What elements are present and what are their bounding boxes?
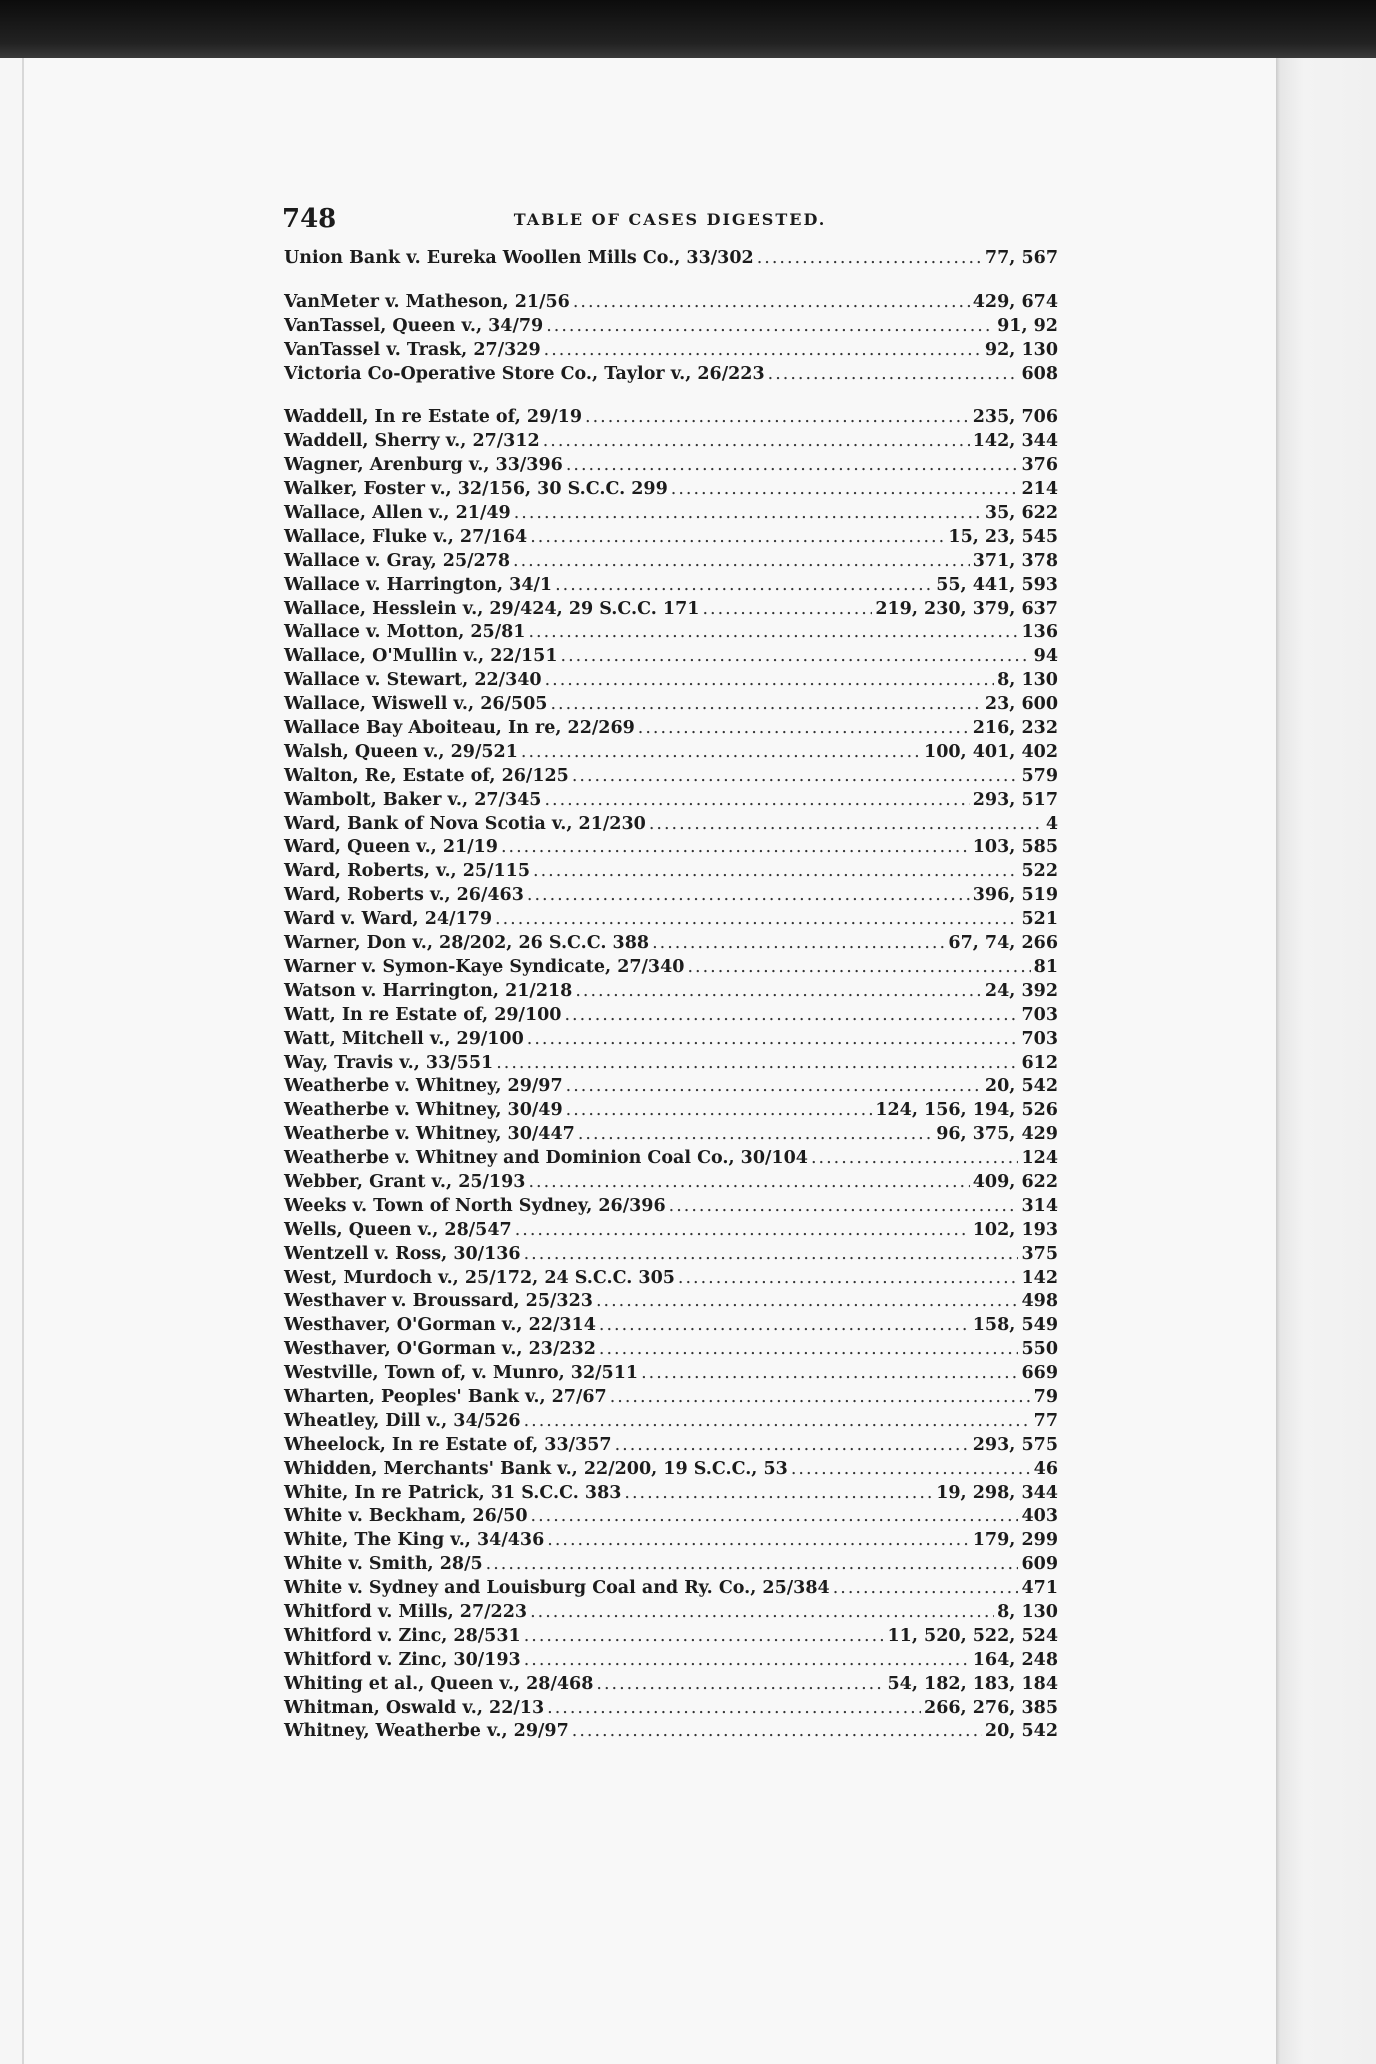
case-entry xyxy=(284,718,1058,742)
page-references: 8, 130 xyxy=(997,670,1058,691)
dot-leader xyxy=(547,1530,969,1550)
case-entry xyxy=(284,1554,1058,1578)
dot-leader xyxy=(533,861,1018,881)
case-name: Wagner, Arenburg v., 33/396 xyxy=(284,455,563,476)
case-name: VanTassel v. Trask, 27/329 xyxy=(284,339,541,360)
case-entry xyxy=(284,742,1058,766)
case-entry xyxy=(284,1339,1058,1363)
page-references: 142, 344 xyxy=(972,431,1058,452)
page-references: 293, 575 xyxy=(972,1434,1058,1455)
case-entry xyxy=(284,885,1058,909)
page-references: 4 xyxy=(1045,813,1058,834)
page-references: 79 xyxy=(1033,1386,1058,1407)
dot-leader xyxy=(566,1076,982,1096)
case-name: Wharten, Peoples' Bank v., 27/67 xyxy=(284,1386,607,1407)
case-name: Whitford v. Zinc, 30/193 xyxy=(284,1649,521,1670)
case-name: Wentzell v. Ross, 30/136 xyxy=(284,1243,521,1264)
case-name: Weeks v. Town of North Sydney, 26/396 xyxy=(284,1195,666,1216)
running-title: TABLE OF CASES DIGESTED. xyxy=(513,210,827,229)
dot-leader xyxy=(545,670,994,690)
page-references: 214 xyxy=(1021,479,1058,500)
page-references: 521 xyxy=(1021,909,1058,930)
case-name: White v. Sydney and Louisburg Coal and Ry. Co., 25/384 xyxy=(284,1578,830,1599)
case-entry xyxy=(284,1363,1058,1387)
case-entry xyxy=(284,479,1058,503)
page-references: 396, 519 xyxy=(972,885,1058,906)
case-entry xyxy=(284,316,1058,340)
case-entry xyxy=(284,431,1058,455)
case-name: Wambolt, Baker v., 27/345 xyxy=(284,789,542,810)
case-name: Watt, In re Estate of, 29/100 xyxy=(284,1004,562,1025)
case-entry xyxy=(284,1268,1058,1292)
page-references: 136 xyxy=(1021,622,1058,643)
case-entry xyxy=(284,1148,1058,1172)
case-entry xyxy=(284,1721,1058,1745)
case-name: Walker, Foster v., 32/156, 30 S.C.C. 299 xyxy=(284,479,668,500)
dot-leader xyxy=(757,248,982,268)
case-entry xyxy=(284,1100,1058,1124)
case-entry xyxy=(284,909,1058,933)
case-name: Waddell, In re Estate of, 29/19 xyxy=(284,407,583,428)
page-references: 77, 567 xyxy=(984,248,1058,268)
page-references: 266, 276, 385 xyxy=(924,1697,1058,1718)
case-name: Whitford v. Zinc, 28/531 xyxy=(284,1625,521,1646)
case-entry xyxy=(284,364,1058,388)
case-entry xyxy=(284,1005,1058,1029)
page-references: 55, 441, 593 xyxy=(936,574,1058,595)
case-name: Westhaver, O'Gorman v., 23/232 xyxy=(284,1339,596,1360)
dot-leader xyxy=(514,503,982,523)
dot-leader xyxy=(833,1578,1019,1598)
case-name: Wallace, O'Mullin v., 22/151 xyxy=(284,646,558,667)
page-references: 100, 401, 402 xyxy=(924,741,1058,762)
page-references: 429, 674 xyxy=(972,291,1058,312)
case-entry xyxy=(284,1650,1058,1674)
page-references: 235, 706 xyxy=(972,407,1058,428)
case-entry xyxy=(284,1506,1058,1530)
case-table xyxy=(284,248,1058,1765)
dot-leader xyxy=(524,1411,1031,1431)
case-entry xyxy=(284,1172,1058,1196)
page-references: 142 xyxy=(1021,1267,1058,1288)
case-name: Ward v. Ward, 24/179 xyxy=(284,909,493,930)
case-entry xyxy=(284,1483,1058,1507)
dot-leader xyxy=(615,1435,970,1455)
case-name: Whidden, Merchants' Bank v., 22/200, 19 S.C.C., 53 xyxy=(284,1458,788,1479)
case-entry xyxy=(284,599,1058,623)
page-references: 371, 378 xyxy=(972,550,1058,571)
case-entry xyxy=(284,933,1058,957)
page-references: 703 xyxy=(1021,1028,1058,1049)
case-entry xyxy=(284,1291,1058,1315)
entry-group xyxy=(284,248,1058,272)
dot-leader xyxy=(572,1721,982,1741)
entry-group xyxy=(284,407,1058,1745)
dot-leader xyxy=(524,1650,970,1670)
case-entry xyxy=(284,1602,1058,1626)
case-name: Westville, Town of, v. Munro, 32/511 xyxy=(284,1363,639,1384)
dot-leader xyxy=(515,1220,970,1240)
page-references: 219, 230, 379, 637 xyxy=(875,598,1058,619)
page-references: 124 xyxy=(1021,1148,1058,1169)
case-entry xyxy=(284,1674,1058,1698)
page-header xyxy=(282,202,1058,236)
case-entry xyxy=(284,1076,1058,1100)
page-references: 314 xyxy=(1021,1195,1058,1216)
dot-leader xyxy=(528,1172,969,1192)
case-entry xyxy=(284,1244,1058,1268)
case-name: Walton, Re, Estate of, 26/125 xyxy=(284,765,569,786)
case-name: Wallace v. Gray, 25/278 xyxy=(284,550,511,571)
case-entry xyxy=(284,694,1058,718)
case-name: Wheelock, In re Estate of, 33/357 xyxy=(284,1434,612,1455)
dot-leader xyxy=(564,1005,1018,1025)
case-name: Ward, Bank of Nova Scotia v., 21/230 xyxy=(284,813,646,834)
case-entry xyxy=(284,957,1058,981)
case-name: Ward, Roberts, v., 25/115 xyxy=(284,861,530,882)
case-entry xyxy=(284,292,1058,316)
page-references: 376 xyxy=(1021,455,1058,476)
dot-leader xyxy=(496,1053,1018,1073)
page-references: 20, 542 xyxy=(984,1721,1058,1742)
case-entry xyxy=(284,455,1058,479)
page-references: 23, 600 xyxy=(984,694,1058,715)
dot-leader xyxy=(513,551,970,571)
case-entry xyxy=(284,407,1058,431)
case-name: West, Murdoch v., 25/172, 24 S.C.C. 305 xyxy=(284,1267,675,1288)
page-references: 103, 585 xyxy=(972,837,1058,858)
case-name: Whiting et al., Queen v., 28/468 xyxy=(284,1673,594,1694)
page-references: 216, 232 xyxy=(972,718,1058,739)
page-references: 94 xyxy=(1033,646,1058,667)
case-entry xyxy=(284,1053,1058,1077)
page-references: 91, 92 xyxy=(997,315,1058,336)
case-name: Whitman, Oswald v., 22/13 xyxy=(284,1697,545,1718)
dot-leader xyxy=(566,455,1019,475)
case-name: Weatherbe v. Whitney, 30/49 xyxy=(284,1100,563,1121)
dot-leader xyxy=(599,1315,970,1335)
page-references: 81 xyxy=(1033,956,1058,977)
page-references: 164, 248 xyxy=(972,1649,1058,1670)
case-entry xyxy=(284,1578,1058,1602)
dot-leader xyxy=(501,837,970,857)
page-references: 179, 299 xyxy=(972,1530,1058,1551)
scan-top-border xyxy=(0,0,1376,58)
dot-leader xyxy=(530,527,945,547)
page-references: 8, 130 xyxy=(997,1601,1058,1622)
case-entry xyxy=(284,1220,1058,1244)
dot-leader xyxy=(561,646,1031,666)
case-name: Whitford v. Mills, 27/223 xyxy=(284,1601,528,1622)
dot-leader xyxy=(524,1244,1019,1264)
dot-leader xyxy=(678,1268,1019,1288)
case-name: VanTassel, Queen v., 34/79 xyxy=(284,315,544,336)
page-references: 19, 298, 344 xyxy=(936,1482,1058,1503)
dot-leader xyxy=(791,1459,1031,1479)
case-name: Weatherbe v. Whitney, 29/97 xyxy=(284,1076,563,1097)
dot-leader xyxy=(641,1363,1018,1383)
page-references: 612 xyxy=(1021,1052,1058,1073)
page-references: 77 xyxy=(1033,1410,1058,1431)
page-references: 11, 520, 522, 524 xyxy=(887,1625,1058,1646)
case-name: Webber, Grant v., 25/193 xyxy=(284,1171,526,1192)
page-references: 15, 23, 545 xyxy=(948,526,1058,547)
page-references: 522 xyxy=(1021,861,1058,882)
dot-leader xyxy=(572,766,1019,786)
case-name: Whitney, Weatherbe v., 29/97 xyxy=(284,1721,569,1742)
dot-leader xyxy=(547,1698,921,1718)
case-entry xyxy=(284,248,1058,272)
case-entry xyxy=(284,503,1058,527)
case-entry xyxy=(284,1196,1058,1220)
dot-leader xyxy=(566,1100,873,1120)
dot-leader xyxy=(638,718,970,738)
dot-leader xyxy=(702,599,872,619)
case-entry xyxy=(284,1698,1058,1722)
dot-leader xyxy=(575,981,982,1001)
case-name: Ward, Roberts v., 26/463 xyxy=(284,885,524,906)
case-name: Weatherbe v. Whitney, 30/447 xyxy=(284,1124,575,1145)
page-references: 669 xyxy=(1021,1363,1058,1384)
case-name: VanMeter v. Matheson, 21/56 xyxy=(284,291,570,312)
case-entry xyxy=(284,1459,1058,1483)
case-name: Wallace Bay Aboiteau, In re, 22/269 xyxy=(284,718,635,739)
dot-leader xyxy=(671,479,1019,499)
case-entry xyxy=(284,1124,1058,1148)
case-name: Westhaver, O'Gorman v., 22/314 xyxy=(284,1315,596,1336)
case-entry xyxy=(284,814,1058,838)
case-entry xyxy=(284,622,1058,646)
case-name: Weatherbe v. Whitney and Dominion Coal Co., 30/104 xyxy=(284,1148,808,1169)
case-name: Walsh, Queen v., 29/521 xyxy=(284,741,518,762)
case-name: Wallace, Hesslein v., 29/424, 29 S.C.C. 171 xyxy=(284,598,700,619)
case-entry xyxy=(284,340,1058,364)
dot-leader xyxy=(544,790,969,810)
dot-leader xyxy=(486,1554,1019,1574)
case-entry xyxy=(284,981,1058,1005)
page-references: 67, 74, 266 xyxy=(948,933,1058,954)
case-name: Union Bank v. Eureka Woollen Mills Co., 33/302 xyxy=(284,248,754,268)
case-entry xyxy=(284,646,1058,670)
page-references: 471 xyxy=(1021,1578,1058,1599)
case-name: Wallace v. Harrington, 34/1 xyxy=(284,574,553,595)
dot-leader xyxy=(652,933,945,953)
dot-leader xyxy=(578,1124,933,1144)
page-references: 96, 375, 429 xyxy=(936,1124,1058,1145)
page-references: 375 xyxy=(1021,1243,1058,1264)
page-references: 124, 156, 194, 526 xyxy=(875,1100,1058,1121)
case-name: Waddell, Sherry v., 27/312 xyxy=(284,431,540,452)
page-references: 579 xyxy=(1021,765,1058,786)
dot-leader xyxy=(649,814,1043,834)
page-references: 158, 549 xyxy=(972,1315,1058,1336)
dot-leader xyxy=(687,957,1030,977)
case-entry xyxy=(284,1435,1058,1459)
dot-leader xyxy=(495,909,1018,929)
case-entry xyxy=(284,790,1058,814)
case-entry xyxy=(284,1626,1058,1650)
entry-group xyxy=(284,292,1058,388)
page-references: 409, 622 xyxy=(972,1171,1058,1192)
case-name: Watt, Mitchell v., 29/100 xyxy=(284,1028,524,1049)
page-references: 35, 622 xyxy=(984,503,1058,524)
page-references: 54, 182, 183, 184 xyxy=(887,1673,1058,1694)
dot-leader xyxy=(527,1029,1019,1049)
page-references: 46 xyxy=(1033,1458,1058,1479)
page-references: 403 xyxy=(1021,1506,1058,1527)
case-entry xyxy=(284,1029,1058,1053)
page-right-edge xyxy=(1274,58,1376,2064)
page-references: 293, 517 xyxy=(972,789,1058,810)
case-entry xyxy=(284,766,1058,790)
page-references: 498 xyxy=(1021,1291,1058,1312)
page-references: 609 xyxy=(1021,1554,1058,1575)
case-name: Ward, Queen v., 21/19 xyxy=(284,837,498,858)
case-entry xyxy=(284,670,1058,694)
case-name: Wallace v. Stewart, 22/340 xyxy=(284,670,542,691)
case-entry xyxy=(284,1387,1058,1411)
page-references: 20, 542 xyxy=(984,1076,1058,1097)
case-name: White, The King v., 34/436 xyxy=(284,1530,545,1551)
case-name: Wells, Queen v., 28/547 xyxy=(284,1219,512,1240)
case-name: Victoria Co-Operative Store Co., Taylor v., 26/223 xyxy=(284,363,765,384)
case-name: White v. Smith, 28/5 xyxy=(284,1554,483,1575)
case-name: Way, Travis v., 33/551 xyxy=(284,1052,494,1073)
page-references: 102, 193 xyxy=(972,1219,1058,1240)
case-entry xyxy=(284,1315,1058,1339)
dot-leader xyxy=(550,694,981,714)
page-references: 703 xyxy=(1021,1004,1058,1025)
dot-leader xyxy=(596,1291,1019,1311)
dot-leader xyxy=(546,316,994,336)
dot-leader xyxy=(624,1483,933,1503)
case-name: Wheatley, Dill v., 34/526 xyxy=(284,1410,521,1431)
dot-leader xyxy=(530,1602,994,1622)
dot-leader xyxy=(610,1387,1031,1407)
case-name: Wallace, Allen v., 21/49 xyxy=(284,503,511,524)
page-references: 608 xyxy=(1021,363,1058,384)
case-entry xyxy=(284,1530,1058,1554)
dot-leader xyxy=(527,885,970,905)
case-entry xyxy=(284,837,1058,861)
case-name: White v. Beckham, 26/50 xyxy=(284,1506,528,1527)
dot-leader xyxy=(599,1339,1019,1359)
dot-leader xyxy=(555,575,933,595)
case-name: Watson v. Harrington, 21/218 xyxy=(284,980,573,1001)
dot-leader xyxy=(544,340,982,360)
page-references: 92, 130 xyxy=(984,339,1058,360)
case-name: Wallace, Fluke v., 27/164 xyxy=(284,526,528,547)
case-name: Wallace v. Motton, 25/81 xyxy=(284,622,526,643)
dot-leader xyxy=(524,1626,885,1646)
case-name: White, In re Patrick, 31 S.C.C. 383 xyxy=(284,1482,622,1503)
dot-leader xyxy=(573,292,970,312)
case-name: Westhaver v. Broussard, 25/323 xyxy=(284,1291,593,1312)
dot-leader xyxy=(669,1196,1019,1216)
dot-leader xyxy=(543,431,970,451)
case-entry xyxy=(284,1411,1058,1435)
dot-leader xyxy=(528,622,1018,642)
dot-leader xyxy=(585,407,970,427)
dot-leader xyxy=(531,1506,1019,1526)
case-entry xyxy=(284,861,1058,885)
case-entry xyxy=(284,527,1058,551)
case-name: Warner v. Symon-Kaye Syndicate, 27/340 xyxy=(284,956,685,977)
case-name: Wallace, Wiswell v., 26/505 xyxy=(284,694,548,715)
dot-leader xyxy=(811,1148,1019,1168)
page-references: 24, 392 xyxy=(984,980,1058,1001)
page-number: 748 xyxy=(282,204,337,234)
dot-leader xyxy=(521,742,921,762)
dot-leader xyxy=(768,364,1019,384)
case-entry xyxy=(284,551,1058,575)
dot-leader xyxy=(596,1674,884,1694)
case-entry xyxy=(284,575,1058,599)
page-references: 550 xyxy=(1021,1339,1058,1360)
case-name: Warner, Don v., 28/202, 26 S.C.C. 388 xyxy=(284,933,650,954)
